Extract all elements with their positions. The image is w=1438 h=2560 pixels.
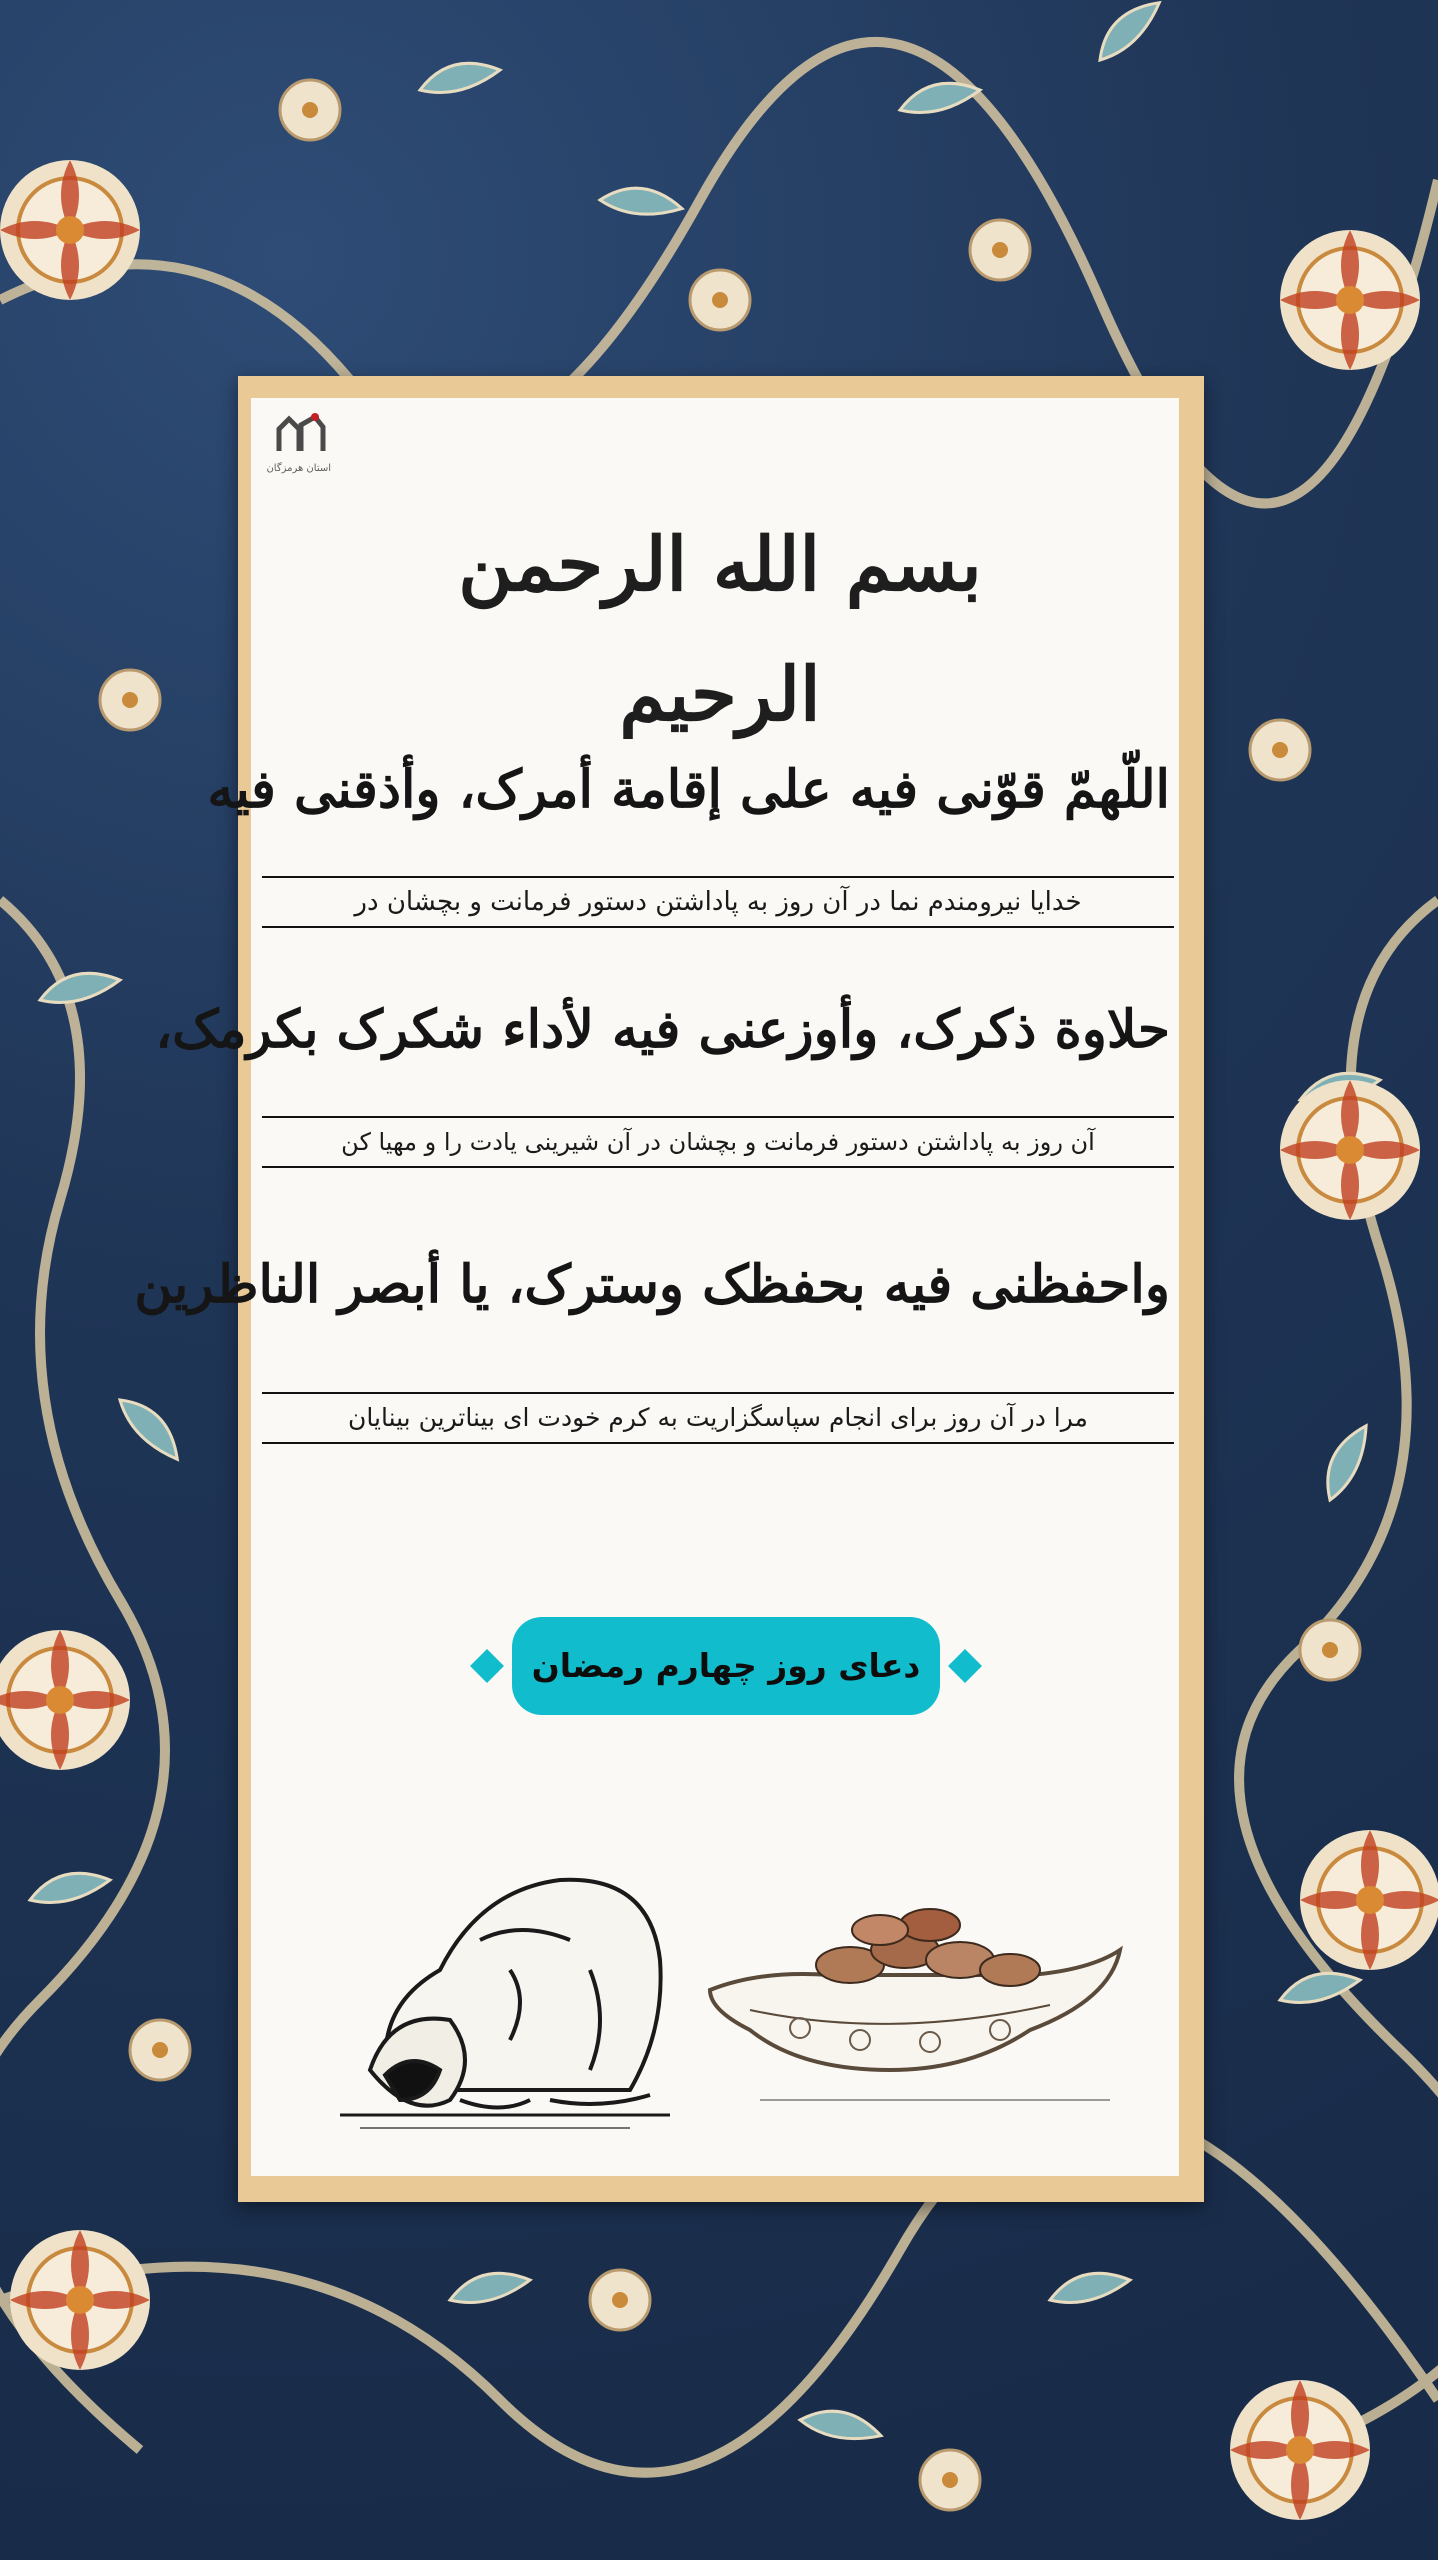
arabic-line-3: واحفظنی فیه بحفظک وسترک، یا أبصر الناظرین [134,1254,1170,1315]
basmala-heading [360,500,1080,738]
prostrating-figure-icon [340,1880,670,2128]
logo-caption: استان هرمزگان [266,463,331,474]
logo [266,411,331,485]
persian-line-2: آن روز به پاداشتن دستور فرمانت و بچشان در آن شیرینی یادت را و مهیا کن [262,1116,1174,1168]
arabic-line-1: اللّهمّ قوّنی فیه علی إقامة أمرک، وأذقنی فیه [207,759,1170,820]
persian-line-1: خدایا نیرومندم نما در آن روز به پاداشتن دستور فرمانت و بچشان در [262,876,1174,928]
arabic-line-2: حلاوة ذکرک، وأوزعنی فیه لأداء شکرک بکرمک، [155,999,1170,1060]
title-badge-label: دعای روز چهارم رمضان [531,1646,921,1685]
title-badge [512,1617,940,1715]
basmala-text: بسم الله الرحمن الرحیم [458,522,982,738]
persian-line-3: مرا در آن روز برای انجام سپاسگزاریت به کرم خودت ای بیناترین بینایان [262,1392,1174,1444]
dates-bowl-icon [710,1909,1120,2100]
logo-icon [271,411,331,459]
illustration [330,1770,1150,2150]
